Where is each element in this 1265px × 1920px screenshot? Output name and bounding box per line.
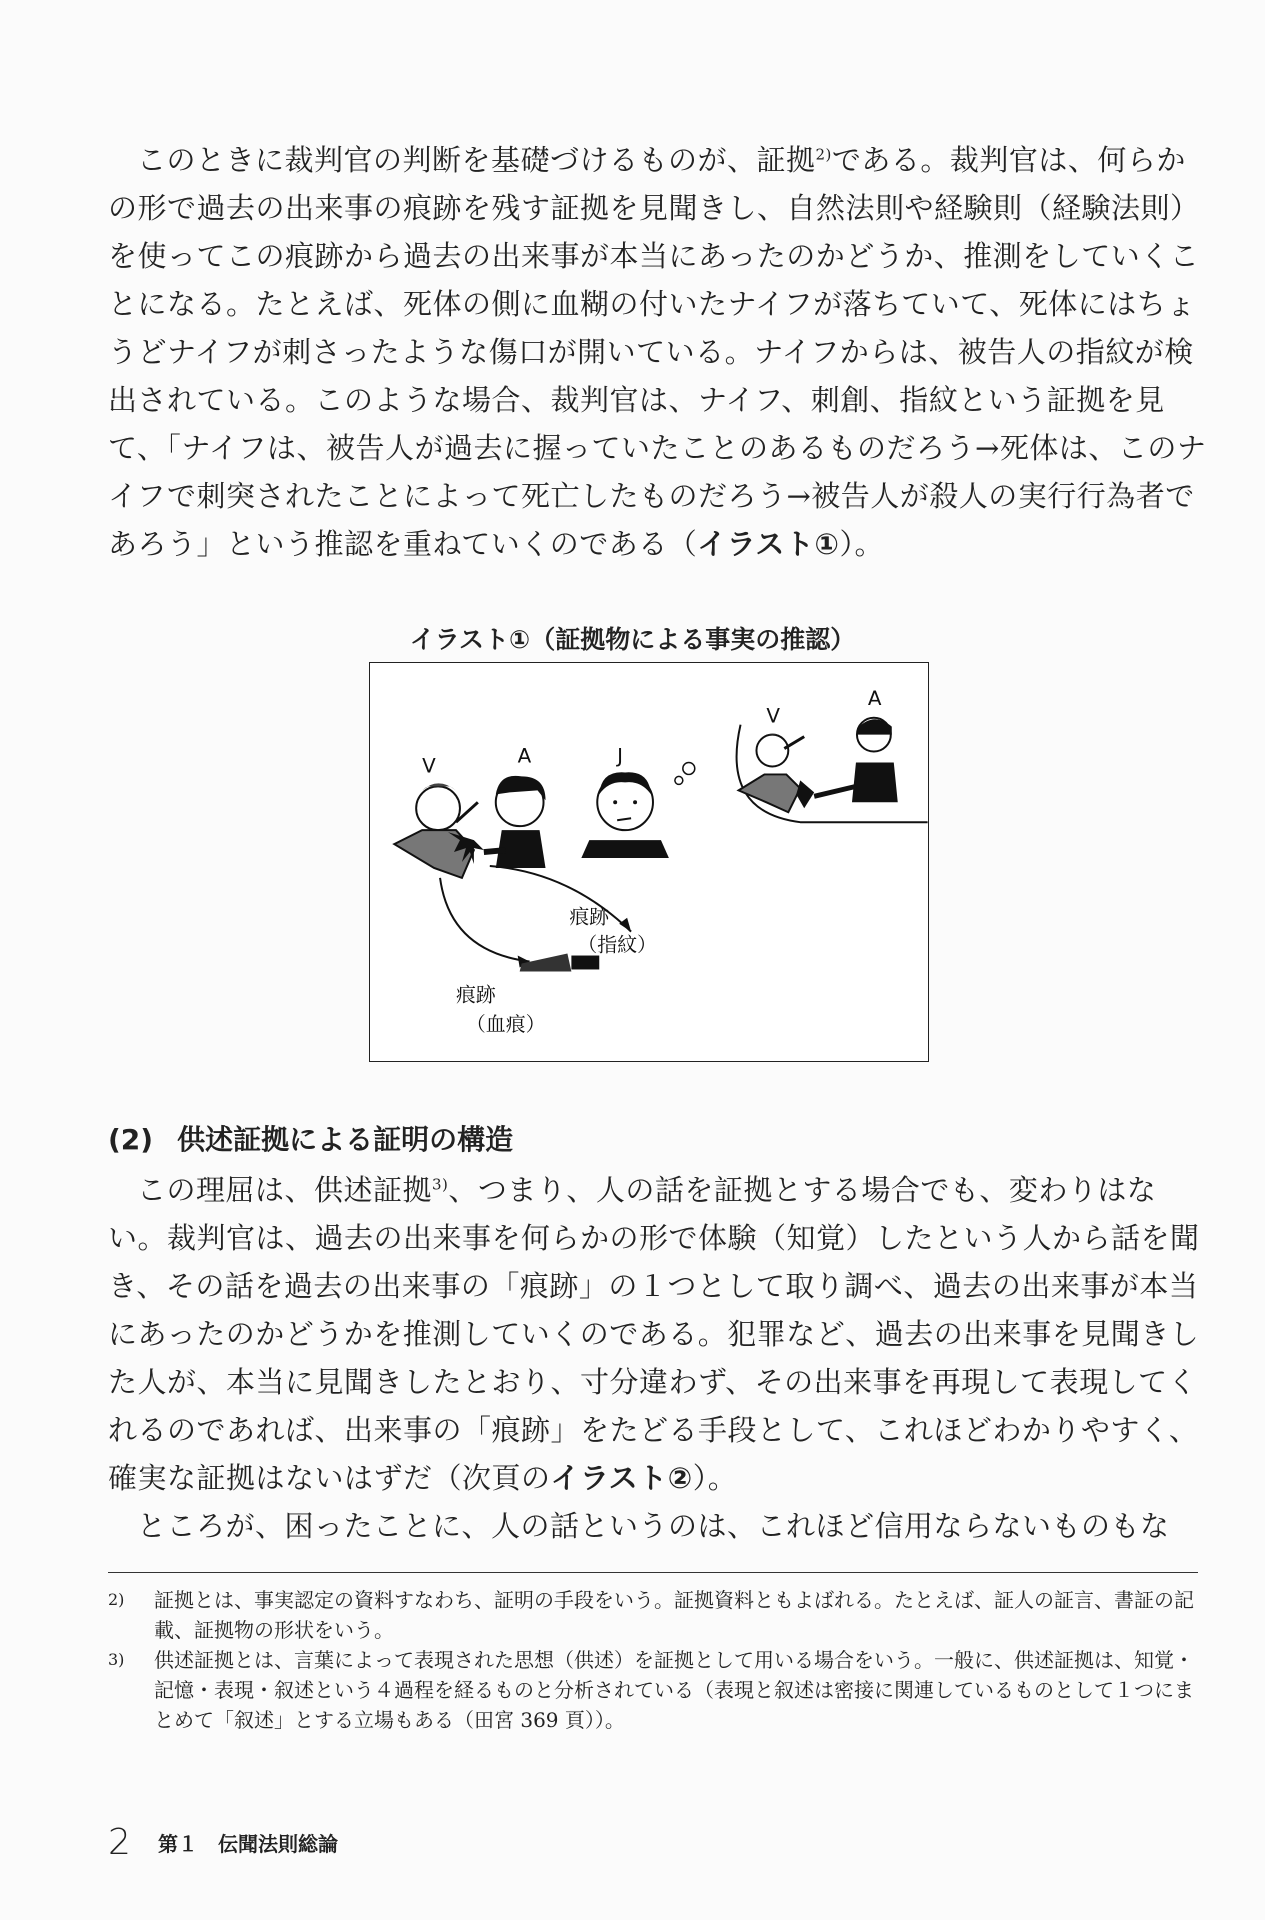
footnote-ref-2[interactable]: 2) [815, 145, 832, 164]
illustration-drawing [370, 663, 928, 1061]
page-number: 2 [108, 1822, 131, 1863]
section-heading [108, 1118, 513, 1158]
trace-label-blood: 痕跡 [455, 983, 496, 1007]
label-v: V [422, 754, 436, 778]
section-number: (2) [108, 1123, 154, 1156]
knife-blade [520, 954, 572, 972]
chapter-label: 第１ 伝聞法則総論 [158, 1832, 338, 1856]
label-a-inset: A [867, 686, 882, 710]
trace-sub-fingerprint: （指紋） [577, 933, 657, 957]
paragraph-testimonial-evidence: この理屈は、供述証拠$^{3)}$、つまり、人の話を証拠とする場合でも、変わりはない。裁判官は、過去の出来事を何らかの形で体験（知覚）したという人から話を聞き、その話を過去の出来事の「痕跡」の１つとして取り調べ、過去の出来事が本当にあったのかどうかを推測していくのである。犯罪など、過去の出来事を見聞きした人が、本当に見聞きしたとおり、寸分違わず、その出来事を再現して表現してくれるのであれば、出来事の「痕跡」をたどる手段として、これほどわかりやすく、確実な証拠はないはずだ（次頁のイラスト②）。 ところが、困ったことに、人の話というのは、これほど信用ならないものもな [108, 1166, 1208, 1550]
footnote-number: 2) [108, 1590, 125, 1609]
trace-sub-blood: （血痕） [465, 1013, 546, 1037]
knife-handle [571, 956, 599, 970]
paragraph-unreliable: ところが、困ったことに、人の話というのは、これほど信用ならないものもな [137, 1509, 1170, 1543]
footnote-ref-3[interactable]: 3) [432, 1175, 449, 1194]
footnote-2 [108, 1585, 1203, 1645]
paragraph-evidence-inference: このときに裁判官の判断を基礎づけるものが、証拠$^{2)}$である。裁判官は、何らかの形で過去の出来事の痕跡を残す証拠を見聞きし、自然法則や経験則（経験法則）を使ってこの痕跡から過去の出来事が本当にあったのかどうか、推測をしていくことになる。たとえば、死体の側に血糊の付いたナイフが落ちていて、死体にはちょうどナイフが刺さったような傷口が開いている。ナイフからは、被告人の指紋が検出されている。このような場合、裁判官は、ナイフ、刺創、指紋という証拠を見て、「ナイフは、被告人が過去に握っていたことのあるものだろう→死体は、このナイフで刺突されたことによって死亡したものだろう→被告人が殺人の実行行為者であろう」という推認を重ねていくのである（イラスト①）。 [108, 143, 1207, 561]
label-v-inset: V [766, 704, 781, 728]
trace-label-fingerprint: 痕跡 [569, 905, 610, 929]
label-j: J [617, 744, 624, 768]
figure-caption: イラスト①（証拠物による事実の推認） [409, 625, 856, 654]
illustration-1 [369, 662, 929, 1062]
victim-inset-head [756, 735, 788, 767]
victim-head [416, 786, 460, 830]
footnote-number: 3) [108, 1650, 125, 1669]
footnote-text: 供述証拠とは、言葉によって表現された思想（供述）を証拠として用いる場合をいう。一般に、供述証拠は、知覚・記憶・表現・叙述という４過程を経るものと分析されている（表現と叙述は密接に関連しているものとして１つにまとめて「叙述」とする立場もある（田宮 369 頁））。 [154, 1648, 1194, 1732]
illustration-ref-2: イラスト② [550, 1461, 693, 1495]
footnote-3 [108, 1645, 1203, 1735]
footnote-divider [108, 1572, 1198, 1573]
page-footer [108, 1822, 338, 1863]
illustration-ref-1: イラスト① [697, 527, 840, 561]
label-a: A [517, 744, 532, 768]
section-title: 供述証拠による証明の構造 [177, 1123, 514, 1156]
footnote-text: 証拠とは、事実認定の資料すなわち、証明の手段をいう。証拠資料ともよばれる。たとえば、証人の証言、書証の記載、証拠物の形状をいう。 [154, 1588, 1194, 1642]
